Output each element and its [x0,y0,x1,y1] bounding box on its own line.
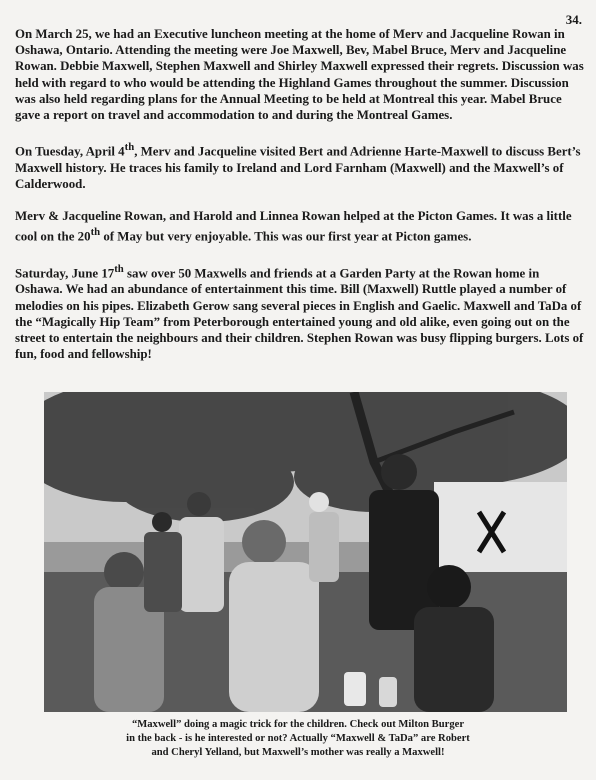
caption-line: in the back - is he interested or not? Actually “Maxwell & TaDa” are Robert [126,733,470,744]
text-run: of May but very enjoyable. This was our first year at Picton games. [100,229,472,244]
text-run: Saturday, June 17 [15,266,115,281]
photo-caption [70,718,526,760]
text-run: saw over 50 Maxwells and friends at a Garden Party at the Rowan home in Oshawa. We had an abundance of entertainment this time. Bill (Maxwell) Ruttle played a number of melodies on his pipes. Elizabeth Gerow sang several pieces in English and Gaelic. Maxwell and TaDa of the “Magically Hip Team” from Peterborough entertained young and old alike, even going out on the street to entertain the neighbours and their children. Stephen Rowan was busy flipping burgers. Lots of fun, food and fellowship! [15,266,584,362]
paragraph-garden-party [15,261,585,363]
caption-line: “Maxwell” doing a magic trick for the children. Check out Milton Burger [131,719,465,730]
page-number: 34. [565,12,582,27]
text-run: , Merv and Jacqueline visited Bert and Adrienne Harte-Maxwell to discuss Bert’s Maxwell history. He traces his family to Ireland and Lord Farnham (Maxwell) and the Maxwell’s of Calderwood. [15,144,581,191]
paragraph-harte-maxwell-visit [15,139,585,192]
paragraph-executive-meeting: On March 25, we had an Executive luncheon meeting at the home of Merv and Jacqueline Rowan in Oshawa, Ontario. Attending the meeting were Joe Maxwell, Bev, Mabel Bruce, Merv and Jacqueline Rowan. Debbie Maxwell, Stephen Maxwell and Shirley Maxwell expressed their regrets. Discussion was held with regard to who would be attending the Highland Games throughout the summer. Discussion was also held regarding plans for the Annual Meeting to be held at Montreal this year. Mabel Bruce gave a report on travel and accommodation to and during the Montreal Games. [15,27,584,123]
caption-line: and Cheryl Yelland, but Maxwell’s mother was really a Maxwell! [151,747,445,758]
photo-illustration [44,392,567,712]
ordinal-suffix: th [124,141,135,154]
ordinal-suffix: th [114,262,124,275]
garden-party-photo [44,392,567,712]
text-run: Merv & Jacqueline Rowan, and Harold and Linnea Rowan helped at the Picton Games. It was a little cool on the 20 [15,209,572,244]
text-run: On Tuesday, April 4 [15,144,125,159]
article-body [15,26,585,378]
paragraph-picton-games [15,208,585,245]
ordinal-suffix: th [90,226,101,239]
